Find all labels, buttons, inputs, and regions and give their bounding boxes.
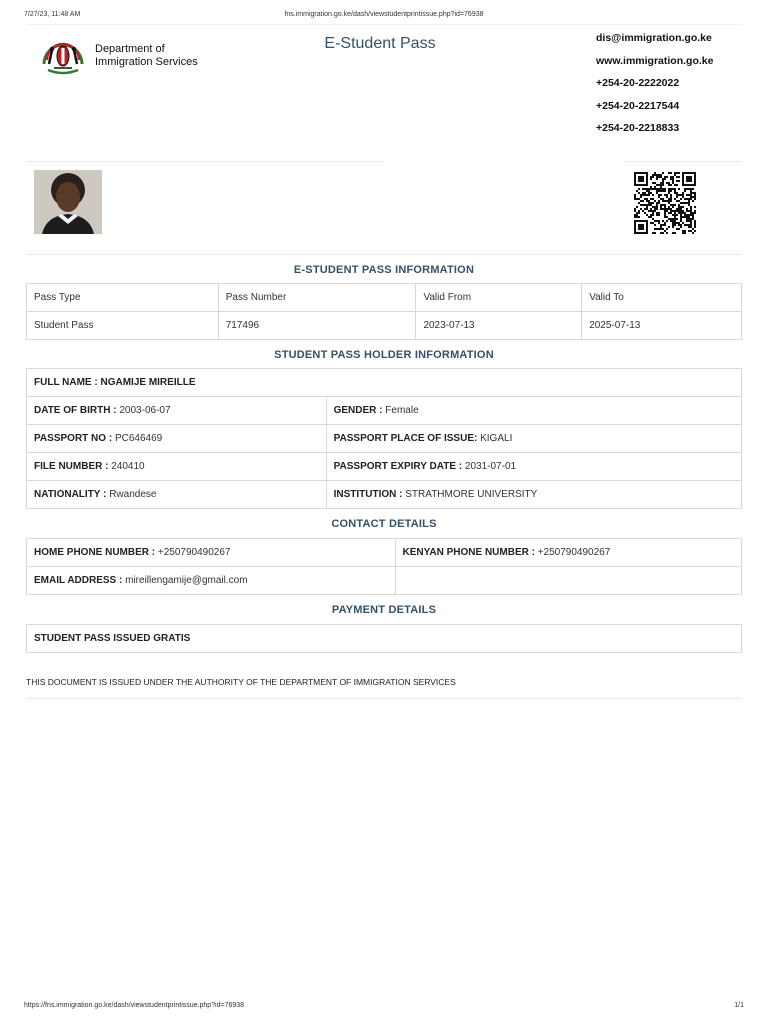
top-divider [26, 24, 742, 25]
institution-label: INSTITUTION : [333, 489, 403, 500]
passport-place-label: PASSPORT PLACE OF ISSUE: [333, 433, 478, 444]
passport-no-cell [27, 425, 327, 453]
qr-code [634, 172, 696, 234]
passport-expiry-cell [326, 453, 741, 481]
table-row [27, 625, 742, 653]
contact-phone-3: +254-20-2218833 [596, 122, 680, 134]
authority-statement: THIS DOCUMENT IS ISSUED UNDER THE AUTHORITY OF THE DEPARTMENT OF IMMIGRATION SERVICES [26, 677, 456, 687]
nationality-cell [27, 481, 327, 509]
contact-email[interactable]: dis@immigration.go.ke [596, 32, 712, 44]
passport-expiry-value: 2031-07-01 [464, 461, 517, 472]
institution-cell [326, 481, 741, 509]
table-row [27, 397, 742, 425]
pass-number-value: 717496 [218, 312, 416, 340]
page-title: E-Student Pass [324, 35, 436, 52]
pass-info-table [26, 283, 742, 340]
nationality-value: Rwandese [109, 489, 157, 500]
home-phone-cell [27, 539, 396, 567]
holder-info-table [26, 368, 742, 509]
passport-no-label: PASSPORT NO : [34, 433, 113, 444]
table-row [27, 312, 742, 340]
table-row [27, 567, 742, 595]
passport-place-cell [326, 425, 741, 453]
valid-to-value: 2025-07-13 [582, 312, 742, 340]
table-row [27, 425, 742, 453]
print-footer [24, 1002, 744, 1012]
print-header [24, 11, 744, 21]
file-number-label: FILE NUMBER : [34, 461, 109, 472]
pass-info-title: E-STUDENT PASS INFORMATION [293, 264, 475, 276]
passport-no-value: PC646469 [114, 433, 163, 444]
contact-website[interactable]: www.immigration.go.ke [596, 54, 714, 67]
kenyan-phone-value: +250790490267 [537, 547, 611, 558]
gender-label: GENDER : [333, 405, 383, 416]
qr-code-icon [634, 172, 696, 234]
qr-modules [634, 172, 696, 234]
valid-to-header: Valid To [582, 284, 742, 312]
email-value: mireillengamije@gmail.com [125, 575, 248, 586]
divider-right [624, 161, 742, 162]
department-line-2: Immigration Services [95, 56, 198, 68]
pass-type-value: Student Pass [27, 312, 219, 340]
department-name [95, 43, 198, 69]
full-name-label: FULL NAME : [34, 377, 98, 388]
nationality-label: NATIONALITY : [34, 489, 107, 500]
divider-full [26, 254, 742, 255]
table-row [27, 453, 742, 481]
payment-status: STUDENT PASS ISSUED GRATIS [27, 625, 742, 653]
payment-details-title: PAYMENT DETAILS [331, 604, 437, 616]
divider-bottom [26, 698, 742, 699]
holder-photo [34, 170, 102, 234]
dob-value: 2003-06-07 [119, 405, 171, 416]
footer-url: https://fns.immigration.go.ke/dash/viewstudentprintissue.php?id=76938 [24, 1002, 245, 1009]
email-label: EMAIL ADDRESS : [34, 575, 123, 586]
gender-value: Female [385, 405, 419, 416]
table-row [27, 369, 742, 397]
print-url: fns.immigration.go.ke/dash/viewstudentprintissue.php?id=76938 [284, 11, 484, 18]
passport-place-value: KIGALI [480, 433, 513, 444]
kenyan-phone-label: KENYAN PHONE NUMBER : [402, 547, 535, 558]
file-number-cell [27, 453, 327, 481]
institution-value: STRATHMORE UNIVERSITY [405, 489, 538, 500]
table-row [27, 539, 742, 567]
valid-from-header: Valid From [416, 284, 582, 312]
full-name-value: NGAMIJE MIREILLE [100, 377, 196, 388]
dob-cell [27, 397, 327, 425]
passport-expiry-label: PASSPORT EXPIRY DATE : [333, 461, 463, 472]
dob-label: DATE OF BIRTH : [34, 405, 117, 416]
contact-block [596, 31, 713, 144]
page-number: 1/1 [734, 1002, 744, 1009]
coat-of-arms-logo-icon [38, 34, 88, 78]
divider-left [26, 161, 384, 162]
home-phone-value: +250790490267 [157, 547, 231, 558]
valid-from-value: 2023-07-13 [416, 312, 582, 340]
contact-phone-1: +254-20-2222022 [596, 77, 680, 89]
home-phone-label: HOME PHONE NUMBER : [34, 547, 156, 558]
email-cell [27, 567, 396, 595]
file-number-value: 240410 [111, 461, 145, 472]
full-name-cell [27, 369, 742, 397]
person-photo-icon [34, 170, 102, 234]
contact-phone-2: +254-20-2217544 [596, 99, 680, 112]
holder-info-title: STUDENT PASS HOLDER INFORMATION [274, 349, 494, 361]
gender-cell [326, 397, 741, 425]
contact-details-table [26, 538, 742, 595]
table-row [27, 481, 742, 509]
kenyan-phone-cell [395, 539, 741, 567]
pass-type-header: Pass Type [27, 284, 219, 312]
contact-details-title: CONTACT DETAILS [331, 518, 437, 530]
print-datetime: 7/27/23, 11:48 AM [24, 11, 81, 18]
department-line-1: Department of [95, 43, 165, 55]
pass-number-header: Pass Number [218, 284, 416, 312]
empty-cell [395, 567, 741, 595]
payment-details-table [26, 624, 742, 653]
table-row [27, 284, 742, 312]
